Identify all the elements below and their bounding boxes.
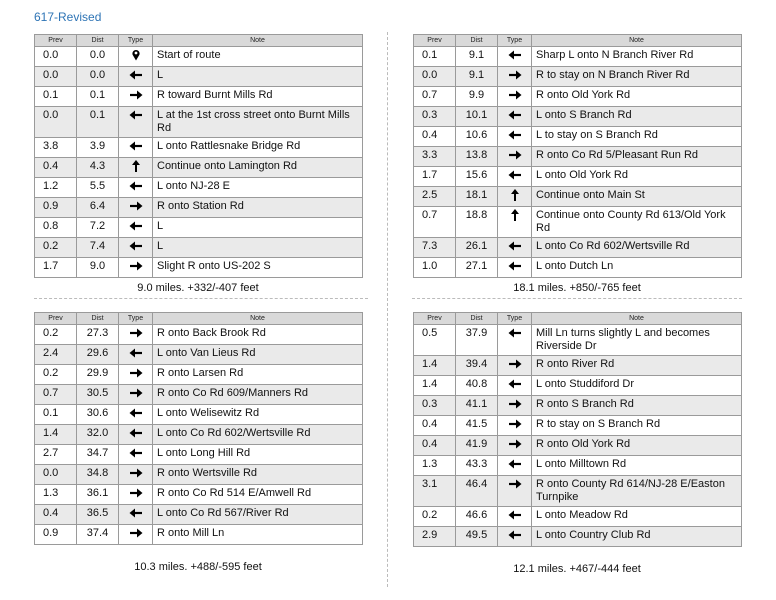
section-summary: 9.0 miles. +332/-407 feet <box>137 282 259 294</box>
turn-type <box>119 158 153 178</box>
cumulative-distance: 49.5 <box>456 527 498 547</box>
note-header: Note <box>153 313 363 325</box>
prev-distance: 0.2 <box>35 238 77 258</box>
table-row <box>35 87 363 107</box>
cue-note: L at the 1st cross street onto Burnt Mills Rd <box>153 107 363 138</box>
cumulative-distance: 18.1 <box>456 187 498 207</box>
turn-type <box>119 385 153 405</box>
cumulative-distance: 34.7 <box>77 445 119 465</box>
cumulative-distance: 0.0 <box>77 47 119 67</box>
prev-distance: 3.3 <box>414 147 456 167</box>
cumulative-distance: 9.0 <box>77 258 119 278</box>
turn-type <box>498 396 532 416</box>
cumulative-distance: 41.1 <box>456 396 498 416</box>
cue-table <box>413 312 742 547</box>
cue-note: Continue onto County Rd 613/Old York Rd <box>532 207 742 238</box>
cue-note: L <box>153 238 363 258</box>
table-row <box>414 127 742 147</box>
prev-distance: 1.3 <box>35 485 77 505</box>
prev-distance: 0.4 <box>35 158 77 178</box>
table-row <box>414 396 742 416</box>
table-row <box>35 525 363 545</box>
table-row <box>414 476 742 507</box>
prev-distance: 0.8 <box>35 218 77 238</box>
cue-note: R to stay on N Branch River Rd <box>532 67 742 87</box>
prev-distance: 0.2 <box>35 365 77 385</box>
left-arrow-icon <box>129 347 143 359</box>
left-arrow-icon <box>508 458 522 470</box>
cumulative-distance: 0.1 <box>77 107 119 138</box>
turn-type <box>119 87 153 107</box>
turn-type <box>119 425 153 445</box>
turn-type <box>119 258 153 278</box>
turn-type <box>119 485 153 505</box>
cumulative-distance: 0.1 <box>77 87 119 107</box>
left-arrow-icon <box>129 180 143 192</box>
table-row <box>35 218 363 238</box>
turn-type <box>498 107 532 127</box>
cue-note: R onto Larsen Rd <box>153 365 363 385</box>
cumulative-distance: 40.8 <box>456 376 498 396</box>
turn-type <box>119 465 153 485</box>
left-arrow-icon <box>129 407 143 419</box>
table-row <box>35 405 363 425</box>
left-arrow-icon <box>508 49 522 61</box>
table-row <box>35 365 363 385</box>
cue-note: L onto Co Rd 602/Wertsville Rd <box>153 425 363 445</box>
table-row <box>414 507 742 527</box>
cue-note: L onto Co Rd 602/Wertsville Rd <box>532 238 742 258</box>
left-arrow-icon <box>129 240 143 252</box>
table-row <box>414 107 742 127</box>
prev-distance: 2.7 <box>35 445 77 465</box>
turn-type <box>498 476 532 507</box>
type-header: Type <box>498 313 532 325</box>
table-row <box>35 198 363 218</box>
turn-type <box>119 405 153 425</box>
prev-distance: 0.1 <box>35 405 77 425</box>
cumulative-distance: 41.5 <box>456 416 498 436</box>
turn-type <box>498 416 532 436</box>
prev-distance: 1.4 <box>414 376 456 396</box>
turn-type <box>119 525 153 545</box>
left-arrow-icon <box>508 260 522 272</box>
cue-note: L onto Co Rd 567/River Rd <box>153 505 363 525</box>
turn-type <box>498 187 532 207</box>
table-row <box>35 258 363 278</box>
table-row <box>35 47 363 67</box>
cue-note: L onto Rattlesnake Bridge Rd <box>153 138 363 158</box>
straight-arrow-icon <box>508 189 522 201</box>
prev-distance: 1.7 <box>414 167 456 187</box>
right-arrow-icon <box>129 89 143 101</box>
horizontal-divider-right <box>412 298 742 299</box>
cue-note: Sharp L onto N Branch River Rd <box>532 47 742 67</box>
cumulative-distance: 9.1 <box>456 47 498 67</box>
cumulative-distance: 29.9 <box>77 365 119 385</box>
note-header: Note <box>532 313 742 325</box>
prev-distance: 3.8 <box>35 138 77 158</box>
table-row <box>35 107 363 138</box>
cue-note: L onto Dutch Ln <box>532 258 742 278</box>
cue-note: L <box>153 218 363 238</box>
cue-note: L onto Old York Rd <box>532 167 742 187</box>
right-arrow-icon <box>508 89 522 101</box>
right-arrow-icon <box>129 327 143 339</box>
turn-type <box>498 127 532 147</box>
cumulative-distance: 4.3 <box>77 158 119 178</box>
cue-note: L to stay on S Branch Rd <box>532 127 742 147</box>
cumulative-distance: 27.3 <box>77 325 119 345</box>
prev-distance: 0.1 <box>414 47 456 67</box>
table-row <box>414 187 742 207</box>
table-row <box>414 47 742 67</box>
cue-section-2 <box>413 34 741 294</box>
cumulative-distance: 37.4 <box>77 525 119 545</box>
cue-note: R to stay on S Branch Rd <box>532 416 742 436</box>
cue-note: Start of route <box>153 47 363 67</box>
cue-note: L onto Long Hill Rd <box>153 445 363 465</box>
prev-distance: 0.7 <box>414 207 456 238</box>
prev-distance: 0.1 <box>35 87 77 107</box>
turn-type <box>498 436 532 456</box>
prev-distance: 0.9 <box>35 198 77 218</box>
prev-distance: 0.0 <box>35 465 77 485</box>
right-arrow-icon <box>508 358 522 370</box>
cumulative-distance: 9.1 <box>456 67 498 87</box>
cumulative-distance: 37.9 <box>456 325 498 356</box>
table-row <box>35 238 363 258</box>
cue-note: R onto River Rd <box>532 356 742 376</box>
horizontal-divider-left <box>34 298 368 299</box>
cue-note: R onto Station Rd <box>153 198 363 218</box>
cumulative-distance: 36.5 <box>77 505 119 525</box>
table-row <box>35 465 363 485</box>
cue-note: R onto S Branch Rd <box>532 396 742 416</box>
section-summary: 18.1 miles. +850/-765 feet <box>513 282 641 294</box>
right-arrow-icon <box>508 69 522 81</box>
turn-type <box>498 238 532 258</box>
table-row <box>414 436 742 456</box>
left-arrow-icon <box>508 109 522 121</box>
prev-distance: 1.0 <box>414 258 456 278</box>
table-row <box>35 67 363 87</box>
table-row <box>414 376 742 396</box>
turn-type <box>119 138 153 158</box>
note-header: Note <box>532 35 742 47</box>
table-row <box>35 178 363 198</box>
turn-type <box>119 505 153 525</box>
right-arrow-icon <box>129 260 143 272</box>
note-header: Note <box>153 35 363 47</box>
right-arrow-icon <box>508 398 522 410</box>
cumulative-distance: 7.2 <box>77 218 119 238</box>
cue-note: L onto NJ-28 E <box>153 178 363 198</box>
cue-note: Continue onto Main St <box>532 187 742 207</box>
cue-note: R onto Old York Rd <box>532 87 742 107</box>
turn-type <box>119 107 153 138</box>
prev-distance: 0.0 <box>414 67 456 87</box>
cue-note: L onto Studdiford Dr <box>532 376 742 396</box>
cumulative-distance: 6.4 <box>77 198 119 218</box>
cumulative-distance: 9.9 <box>456 87 498 107</box>
left-arrow-icon <box>129 140 143 152</box>
prev-distance: 1.4 <box>414 356 456 376</box>
prev-header: Prev <box>35 313 77 325</box>
cue-section-1 <box>34 34 362 294</box>
table-row <box>414 67 742 87</box>
turn-type <box>498 356 532 376</box>
turn-type <box>119 325 153 345</box>
cumulative-distance: 41.9 <box>456 436 498 456</box>
turn-type <box>498 147 532 167</box>
table-row <box>35 505 363 525</box>
table-row <box>35 425 363 445</box>
cue-section-4 <box>413 312 741 575</box>
turn-type <box>498 47 532 67</box>
straight-arrow-icon <box>129 160 143 172</box>
table-row <box>414 167 742 187</box>
cue-table <box>413 34 742 278</box>
straight-arrow-icon <box>508 209 522 221</box>
cumulative-distance: 43.3 <box>456 456 498 476</box>
prev-distance: 3.1 <box>414 476 456 507</box>
cumulative-distance: 30.6 <box>77 405 119 425</box>
dist-header: Dist <box>456 35 498 47</box>
left-arrow-icon <box>129 507 143 519</box>
cumulative-distance: 7.4 <box>77 238 119 258</box>
right-arrow-icon <box>129 367 143 379</box>
turn-type <box>498 87 532 107</box>
table-row <box>414 238 742 258</box>
table-row <box>35 158 363 178</box>
prev-header: Prev <box>414 313 456 325</box>
turn-type <box>498 376 532 396</box>
prev-header: Prev <box>414 35 456 47</box>
dist-header: Dist <box>456 313 498 325</box>
right-arrow-icon <box>129 487 143 499</box>
turn-type <box>498 507 532 527</box>
table-row <box>414 87 742 107</box>
section-summary: 12.1 miles. +467/-444 feet <box>513 563 641 575</box>
table-row <box>414 207 742 238</box>
turn-type <box>119 198 153 218</box>
start-pin-icon <box>129 49 143 61</box>
cumulative-distance: 15.6 <box>456 167 498 187</box>
cue-note: R onto County Rd 614/NJ-28 E/Easton Turnpike <box>532 476 742 507</box>
cumulative-distance: 13.8 <box>456 147 498 167</box>
turn-type <box>119 238 153 258</box>
cumulative-distance: 36.1 <box>77 485 119 505</box>
cumulative-distance: 3.9 <box>77 138 119 158</box>
prev-header: Prev <box>35 35 77 47</box>
prev-distance: 1.7 <box>35 258 77 278</box>
table-row <box>35 325 363 345</box>
prev-distance: 1.3 <box>414 456 456 476</box>
cumulative-distance: 27.1 <box>456 258 498 278</box>
turn-type <box>119 345 153 365</box>
table-row <box>414 258 742 278</box>
prev-distance: 0.9 <box>35 525 77 545</box>
turn-type <box>498 456 532 476</box>
dist-header: Dist <box>77 35 119 47</box>
prev-distance: 0.4 <box>414 416 456 436</box>
turn-type <box>498 325 532 356</box>
prev-distance: 0.0 <box>35 47 77 67</box>
type-header: Type <box>498 35 532 47</box>
cumulative-distance: 30.5 <box>77 385 119 405</box>
turn-type <box>498 67 532 87</box>
table-row <box>414 456 742 476</box>
right-arrow-icon <box>129 200 143 212</box>
prev-distance: 7.3 <box>414 238 456 258</box>
left-arrow-icon <box>129 220 143 232</box>
cumulative-distance: 46.4 <box>456 476 498 507</box>
prev-distance: 0.7 <box>35 385 77 405</box>
prev-distance: 0.3 <box>414 107 456 127</box>
cue-note: R onto Back Brook Rd <box>153 325 363 345</box>
cue-note: Continue onto Lamington Rd <box>153 158 363 178</box>
cumulative-distance: 32.0 <box>77 425 119 445</box>
type-header: Type <box>119 35 153 47</box>
prev-distance: 0.7 <box>414 87 456 107</box>
cumulative-distance: 5.5 <box>77 178 119 198</box>
cumulative-distance: 10.6 <box>456 127 498 147</box>
cumulative-distance: 18.8 <box>456 207 498 238</box>
left-arrow-icon <box>508 240 522 252</box>
page-title: 617-Revised <box>34 10 102 24</box>
table-row <box>414 356 742 376</box>
left-arrow-icon <box>129 447 143 459</box>
prev-distance: 0.0 <box>35 107 77 138</box>
cue-note: R onto Co Rd 5/Pleasant Run Rd <box>532 147 742 167</box>
prev-distance: 0.4 <box>414 436 456 456</box>
prev-distance: 0.0 <box>35 67 77 87</box>
cumulative-distance: 34.8 <box>77 465 119 485</box>
left-arrow-icon <box>508 378 522 390</box>
turn-type <box>119 47 153 67</box>
left-arrow-icon <box>508 129 522 141</box>
prev-distance: 0.2 <box>35 325 77 345</box>
turn-type <box>498 258 532 278</box>
turn-type <box>119 178 153 198</box>
left-arrow-icon <box>508 529 522 541</box>
table-row <box>35 385 363 405</box>
cue-note: R onto Old York Rd <box>532 436 742 456</box>
cue-note: L <box>153 67 363 87</box>
cumulative-distance: 46.6 <box>456 507 498 527</box>
cue-note: R onto Co Rd 609/Manners Rd <box>153 385 363 405</box>
cue-note: L onto Country Club Rd <box>532 527 742 547</box>
prev-distance: 2.4 <box>35 345 77 365</box>
prev-distance: 0.5 <box>414 325 456 356</box>
cumulative-distance: 26.1 <box>456 238 498 258</box>
turn-type <box>119 67 153 87</box>
cue-note: R onto Mill Ln <box>153 525 363 545</box>
cumulative-distance: 10.1 <box>456 107 498 127</box>
left-arrow-icon <box>508 169 522 181</box>
cue-table <box>34 312 363 545</box>
left-arrow-icon <box>508 509 522 521</box>
cue-note: Mill Ln turns slightly L and becomes Riverside Dr <box>532 325 742 356</box>
prev-distance: 0.3 <box>414 396 456 416</box>
cue-note: R onto Co Rd 514 E/Amwell Rd <box>153 485 363 505</box>
turn-type <box>498 527 532 547</box>
turn-type <box>119 365 153 385</box>
prev-distance: 2.9 <box>414 527 456 547</box>
prev-distance: 2.5 <box>414 187 456 207</box>
table-row <box>35 445 363 465</box>
table-row <box>35 138 363 158</box>
prev-distance: 0.4 <box>414 127 456 147</box>
cue-note: L onto Van Lieus Rd <box>153 345 363 365</box>
right-arrow-icon <box>508 418 522 430</box>
right-arrow-icon <box>129 467 143 479</box>
cue-table <box>34 34 363 278</box>
table-row <box>414 325 742 356</box>
cue-note: Slight R onto US-202 S <box>153 258 363 278</box>
left-arrow-icon <box>129 427 143 439</box>
table-row <box>414 147 742 167</box>
cue-note: R onto Wertsville Rd <box>153 465 363 485</box>
turn-type <box>498 167 532 187</box>
cue-section-3 <box>34 312 362 573</box>
cumulative-distance: 39.4 <box>456 356 498 376</box>
prev-distance: 1.2 <box>35 178 77 198</box>
cue-note: L onto Meadow Rd <box>532 507 742 527</box>
cue-note: R toward Burnt Mills Rd <box>153 87 363 107</box>
right-arrow-icon <box>129 527 143 539</box>
vertical-divider <box>387 32 388 587</box>
right-arrow-icon <box>508 478 522 490</box>
table-row <box>414 527 742 547</box>
prev-distance: 0.4 <box>35 505 77 525</box>
prev-distance: 1.4 <box>35 425 77 445</box>
dist-header: Dist <box>77 313 119 325</box>
cumulative-distance: 0.0 <box>77 67 119 87</box>
table-row <box>414 416 742 436</box>
cue-note: L onto Welisewitz Rd <box>153 405 363 425</box>
turn-type <box>119 445 153 465</box>
left-arrow-icon <box>129 69 143 81</box>
section-summary: 10.3 miles. +488/-595 feet <box>134 561 262 573</box>
right-arrow-icon <box>508 149 522 161</box>
cue-note: L onto Milltown Rd <box>532 456 742 476</box>
right-arrow-icon <box>508 438 522 450</box>
turn-type <box>119 218 153 238</box>
type-header: Type <box>119 313 153 325</box>
table-row <box>35 345 363 365</box>
cue-note: L onto S Branch Rd <box>532 107 742 127</box>
left-arrow-icon <box>129 109 143 121</box>
left-arrow-icon <box>508 327 522 339</box>
cumulative-distance: 29.6 <box>77 345 119 365</box>
right-arrow-icon <box>129 387 143 399</box>
prev-distance: 0.2 <box>414 507 456 527</box>
table-row <box>35 485 363 505</box>
turn-type <box>498 207 532 238</box>
